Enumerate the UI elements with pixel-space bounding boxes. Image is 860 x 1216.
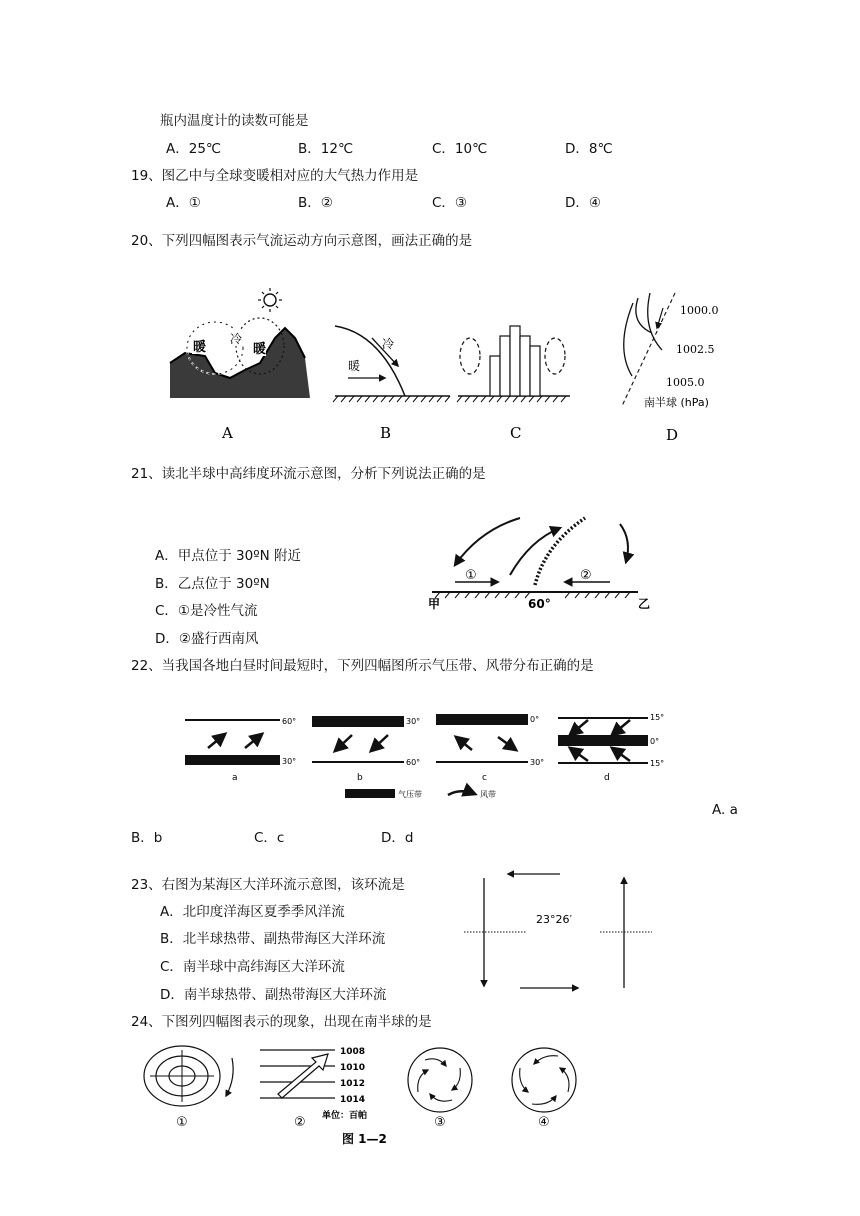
q20-figure-a [170, 288, 310, 442]
q22-panel-d [558, 713, 664, 783]
q22-option-d: D．d [381, 830, 414, 846]
q24-fig-1 [144, 1046, 233, 1130]
q22-legend-belt: 气压带 [398, 790, 422, 799]
q20-stem: 20、下列四幅图表示气流运动方向示意图，画法正确的是 [131, 233, 473, 249]
q24-fig-4 [512, 1048, 576, 1130]
q21-option-c: C．①是冷性气流 [155, 603, 258, 619]
q18-option-a: A．25℃ [166, 141, 222, 157]
q21-stem: 21、读北半球中高纬度环流示意图，分析下列说法正确的是 [131, 466, 486, 482]
q22-d-lat-mid: 0° [650, 737, 660, 746]
q23-stem: 23、右图为某海区大洋环流示意图，该环流是 [131, 877, 405, 893]
q20-d-isobar-3: 1005.0 [666, 376, 705, 389]
q24-isobar-1008: 1008 [340, 1047, 366, 1057]
q22-panel-c [436, 714, 544, 783]
q20-d-isobar-1: 1000.0 [680, 304, 719, 317]
q22-option-a: A. a [712, 802, 738, 818]
q19-option-a: A．① [166, 195, 201, 211]
q20-a-warm-label-2: 暖 [253, 342, 267, 357]
q24-caption: 图 1—2 [342, 1132, 387, 1146]
q22-label-a: a [232, 773, 238, 783]
q21-option-d: D．②盛行西南风 [155, 631, 259, 647]
q20-d-caption: 南半球 (hPa) [644, 396, 709, 409]
q24-isobar-1012: 1012 [340, 1079, 366, 1089]
q19-stem: 19、图乙中与全球变暖相对应的大气热力作用是 [131, 168, 419, 184]
q23-option-d: D．南半球热带、副热带海区大洋环流 [160, 987, 387, 1003]
q20-a-warm-label: 暖 [193, 340, 207, 355]
q20-b-cold-label: 冷 [382, 337, 395, 351]
q22-option-c: C．c [254, 830, 285, 846]
q22-c-lat-bottom: 30° [530, 758, 545, 767]
q24-isobar-1010: 1010 [340, 1063, 366, 1073]
q23-option-a: A．北印度洋海区夏季季风洋流 [160, 904, 345, 920]
q21-fig-lat: 60° [528, 597, 551, 611]
q20-figure [160, 278, 740, 448]
q20-figure-c [457, 326, 570, 442]
q22-panel-a [185, 717, 296, 783]
q24-label-4: ④ [538, 1115, 550, 1130]
q20-label-c: C [510, 424, 522, 442]
q22-stem: 22、当我国各地白昼时间最短时，下列四幅图所示气压带、风带分布正确的是 [131, 658, 594, 674]
q22-option-b: B．b [131, 830, 163, 846]
q24-label-1: ① [176, 1115, 188, 1130]
q22-figure [180, 708, 680, 804]
q21-fig-yi: 乙 [638, 597, 651, 611]
q24-fig-2 [260, 1047, 367, 1130]
q22-a-lat-top: 60° [282, 717, 297, 726]
q24-stem: 24、下图列四幅图表示的现象，出现在南半球的是 [131, 1014, 432, 1030]
q24-label-3: ③ [434, 1115, 446, 1130]
q20-label-a: A [222, 424, 233, 442]
q21-fig-jia: 甲 [428, 597, 441, 611]
q24-isobar-1014: 1014 [340, 1095, 366, 1105]
q22-d-lat-top: 15° [650, 713, 665, 722]
q24-label-2: ② [294, 1115, 306, 1130]
q22-legend [345, 789, 496, 799]
q22-label-d: d [604, 773, 610, 783]
q18-option-c: C．10℃ [432, 141, 488, 157]
q18-stem: 瓶内温度计的读数可能是 [160, 113, 309, 129]
q22-b-lat-bottom: 60° [406, 758, 421, 767]
q22-d-lat-bottom: 15° [650, 759, 665, 768]
q22-legend-wind: 风带 [480, 790, 496, 799]
q22-panel-b [312, 716, 420, 783]
q21-fig-circle-2: ② [580, 568, 592, 583]
q20-a-cold-label: 冷 [230, 332, 243, 346]
q21-figure [420, 510, 660, 615]
q18-option-b: B．12℃ [298, 141, 354, 157]
q19-option-d: D．④ [565, 195, 601, 211]
q20-figure-d [622, 293, 719, 444]
q22-a-lat-bottom: 30° [282, 757, 297, 766]
q22-label-b: b [357, 773, 363, 783]
q23-option-c: C．南半球中高纬海区大洋环流 [160, 959, 345, 975]
q21-fig-circle-1: ① [465, 568, 477, 583]
q20-d-isobar-2: 1002.5 [676, 343, 715, 356]
q24-unit: 单位：百帕 [322, 1111, 368, 1121]
q24-fig-3 [408, 1048, 472, 1130]
q21-option-b: B．乙点位于 30ºN [155, 576, 270, 592]
q19-option-c: C．③ [432, 195, 468, 211]
q20-label-b: B [380, 424, 392, 442]
q22-label-c: c [482, 773, 487, 783]
q23-figure [460, 866, 660, 998]
q22-b-lat-top: 30° [406, 717, 421, 726]
q19-option-b: B．② [298, 195, 333, 211]
q24-figure [140, 1038, 600, 1148]
q22-c-lat-top: 0° [530, 715, 540, 724]
q20-label-d: D [666, 426, 679, 444]
q20-b-warm-label: 暖 [348, 359, 361, 373]
q23-fig-lat: 23°26′ [536, 913, 572, 926]
q21-option-a: A．甲点位于 30ºN 附近 [155, 548, 301, 564]
q20-figure-b [333, 326, 450, 442]
q23-option-b: B．北半球热带、副热带海区大洋环流 [160, 931, 386, 947]
q18-option-d: D．8℃ [565, 141, 613, 157]
